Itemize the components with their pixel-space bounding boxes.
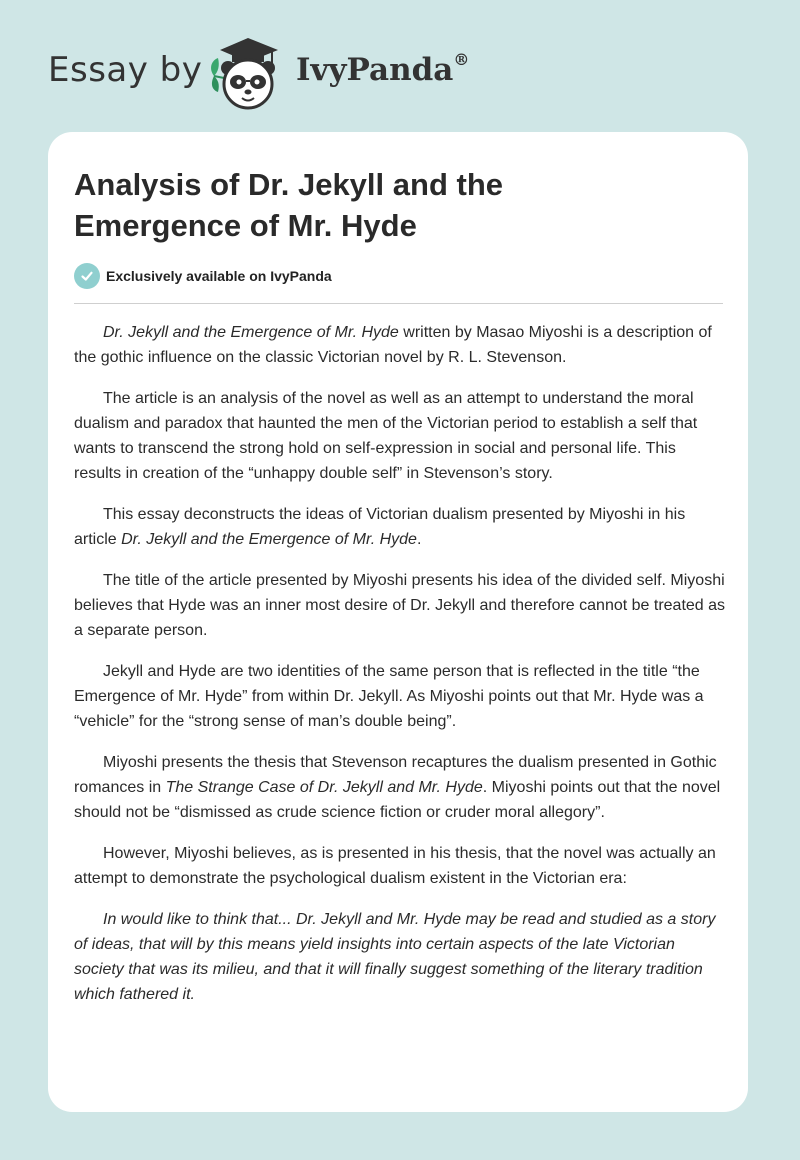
paragraph [74, 659, 726, 734]
brand-logo[interactable] [296, 52, 469, 88]
registered-mark: ® [453, 50, 470, 69]
article-title-reference: Dr. Jekyll and the Emergence of Mr. Hyde [103, 324, 399, 341]
paragraph [74, 502, 726, 552]
paragraph-text: . [416, 531, 422, 548]
paragraph [74, 841, 726, 891]
paragraph-text: Jekyll and Hyde are two identities of the same person that is reflected in the title “the Emergence of Mr. Hyde” from within Dr. Jekyll. As Miyoshi points out that Mr. Hyde was a “vehicle” for the “strong sense of man’s double being”. [74, 663, 704, 730]
paragraph [74, 386, 726, 486]
panda-graduate-icon[interactable] [200, 32, 292, 112]
novel-title-reference: The Strange Case of Dr. Jekyll and Mr. Hyde [165, 779, 483, 796]
brand-name: IvyPanda [296, 52, 454, 88]
essay-by-label: Essay by [48, 50, 203, 90]
badge-text: Exclusively available on IvyPanda [106, 268, 332, 284]
paragraph [74, 568, 726, 643]
paragraph-text: The title of the article presented by Miyoshi presents his idea of the divided self. Miyoshi believes that Hyde was an inner most desire of Dr. Jekyll and therefore cannot be treated as a separate person. [74, 572, 726, 639]
paragraph-text: The article is an analysis of the novel as well as an attempt to understand the moral dualism and paradox that haunted the men of the Victorian period to establish a self that wants to transcend the strong hold on self-expression in social and personal life. This results in creation of the “unhappy double self” in Stevenson’s story. [74, 390, 698, 482]
paragraph-text: written by Masao Miyoshi is a description of the gothic influence on the classic Victorian novel by R. L. Stevenson. [74, 324, 712, 366]
article-title-reference: Dr. Jekyll and the Emergence of Mr. Hyde [121, 531, 417, 548]
paragraph [74, 750, 726, 825]
site-header [0, 0, 800, 125]
article-body [74, 320, 726, 1023]
paragraph-text: . Miyoshi points out that the novel should not be “dismissed as crude science fiction or cruder moral allegory”. [74, 779, 721, 821]
divider [74, 303, 723, 304]
page-title: Analysis of Dr. Jekyll and the Emergence of Mr. Hyde [74, 167, 503, 243]
paragraph-text: This essay deconstructs the ideas of Victorian dualism presented by Miyoshi in his article [74, 506, 686, 548]
article-card [48, 132, 748, 1112]
check-icon [74, 263, 100, 289]
quote-text: In would like to think that... Dr. Jekyll and Mr. Hyde may be read and studied as a story of ideas, that will by this means yield insights into certain aspects of the late Victorian society that was its milieu, and that it will finally suggest something of the literary tradition which fathered it. [74, 911, 716, 1003]
block-quote [74, 907, 726, 1007]
paragraph-text: Miyoshi presents the thesis that Stevenson recaptures the dualism presented in Gothic romances in [74, 754, 717, 796]
exclusive-badge [74, 262, 332, 290]
paragraph [74, 320, 726, 370]
paragraph-text: However, Miyoshi believes, as is presented in his thesis, that the novel was actually an attempt to demonstrate the psychological dualism existent in the Victorian era: [74, 845, 716, 887]
